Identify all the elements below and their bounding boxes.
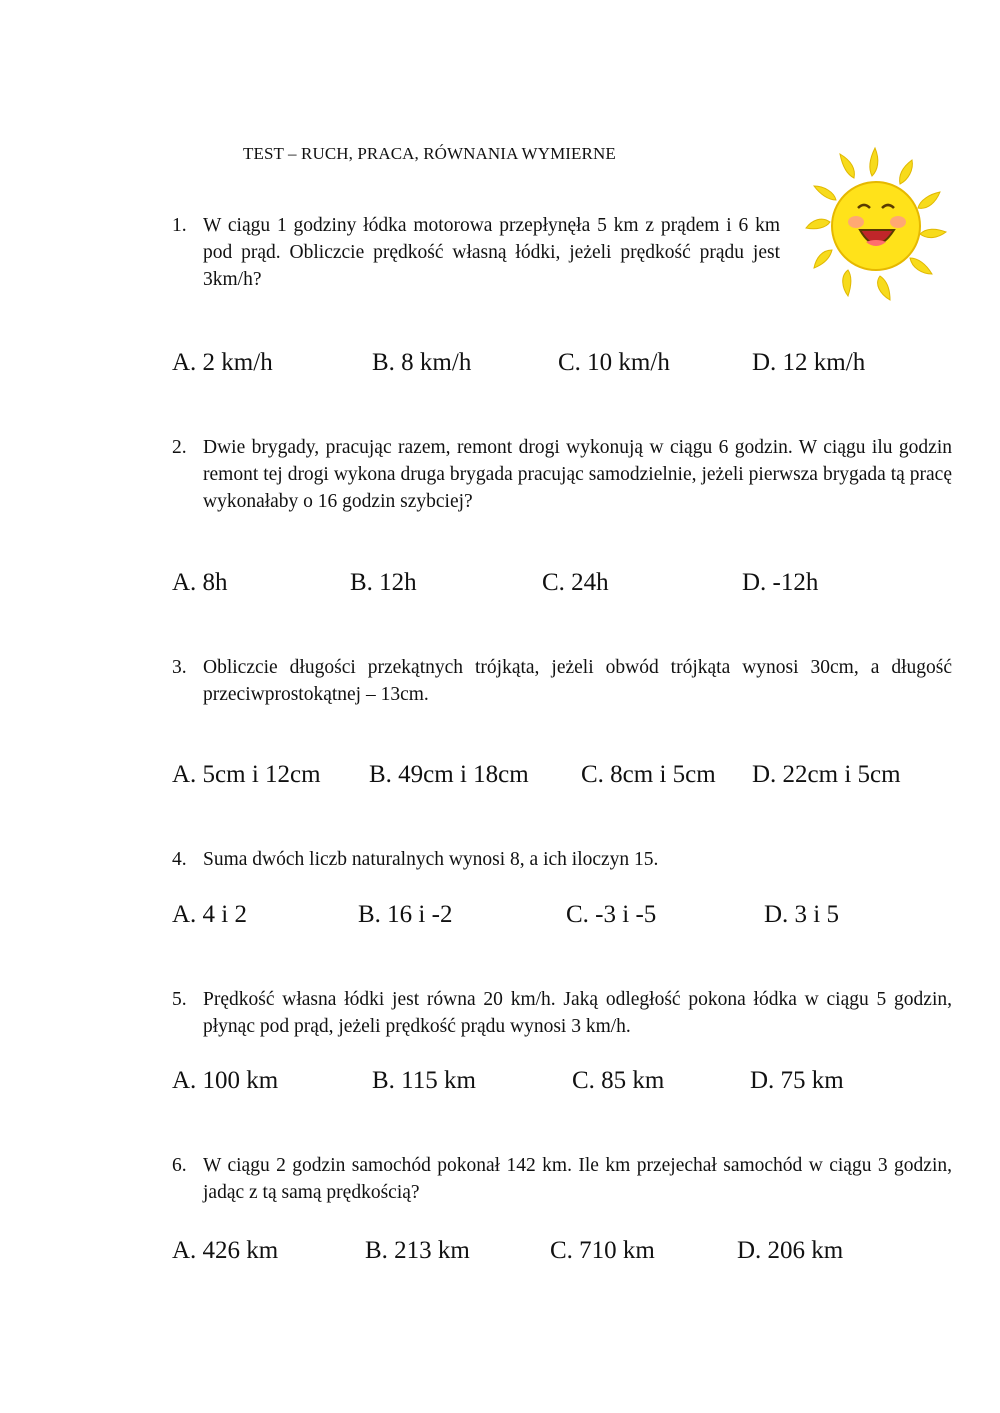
answer-d[interactable]: D. 75 km xyxy=(750,1067,844,1094)
question-1 xyxy=(172,212,780,293)
answer-c[interactable]: C. 10 km/h xyxy=(558,349,670,376)
answer-a[interactable]: A. 426 km xyxy=(172,1237,279,1264)
question-text: Suma dwóch liczb naturalnych wynosi 8, a ich iloczyn 15. xyxy=(203,849,659,870)
question-6 xyxy=(172,1152,952,1206)
question-5 xyxy=(172,986,952,1040)
question-text: Prędkość własna łódki jest równa 20 km/h. Jaką odległość pokona łódka w ciągu 5 godzin, płynąc pod prąd, jeżeli prędkość prądu wynosi 3 km/h. xyxy=(203,989,952,1037)
question-text: Dwie brygady, pracując razem, remont drogi wykonują w ciągu 6 godzin. W ciągu ilu godzin remont tej drogi wykona druga brygada pracując samodzielnie, jeżeli pierwsza brygada tą pracę wykonałaby o 16 godzin szybciej? xyxy=(203,437,952,512)
answer-d[interactable]: D. 206 km xyxy=(737,1237,844,1264)
answer-c[interactable]: C. 8cm i 5cm xyxy=(581,761,716,788)
question-2 xyxy=(172,434,952,515)
answer-d[interactable]: D. 22cm i 5cm xyxy=(752,761,901,788)
question-number: 6. xyxy=(172,1155,187,1176)
question-3 xyxy=(172,654,952,708)
question-number: 5. xyxy=(172,989,187,1010)
answer-c[interactable]: C. 24h xyxy=(542,569,609,596)
answer-d[interactable]: D. -12h xyxy=(742,569,819,596)
answer-d[interactable]: D. 12 km/h xyxy=(752,349,866,376)
answer-a[interactable]: A. 5cm i 12cm xyxy=(172,761,321,788)
answer-a[interactable]: A. 100 km xyxy=(172,1067,279,1094)
page-title: TEST – RUCH, PRACA, RÓWNANIA WYMIERNE xyxy=(243,144,616,163)
answer-a[interactable]: A. 4 i 2 xyxy=(172,901,247,928)
answer-c[interactable]: C. 85 km xyxy=(572,1067,665,1094)
question-number: 2. xyxy=(172,437,187,458)
answer-b[interactable]: B. 16 i -2 xyxy=(358,901,453,928)
question-text: Obliczcie długości przekątnych trójkąta, jeżeli obwód trójkąta wynosi 30cm, a długość przeciwprostokątnej – 13cm. xyxy=(203,657,952,705)
answer-b[interactable]: B. 12h xyxy=(350,569,417,596)
answer-b[interactable]: B. 115 km xyxy=(372,1067,476,1094)
answer-c[interactable]: C. 710 km xyxy=(550,1237,655,1264)
answer-a[interactable]: A. 2 km/h xyxy=(172,349,273,376)
answer-b[interactable]: B. 8 km/h xyxy=(372,349,472,376)
question-4 xyxy=(172,846,952,873)
smiling-sun-icon xyxy=(800,140,950,305)
answer-b[interactable]: B. 213 km xyxy=(365,1237,470,1264)
answer-c[interactable]: C. -3 i -5 xyxy=(566,901,657,928)
question-number: 4. xyxy=(172,849,187,870)
question-text: W ciągu 2 godzin samochód pokonał 142 km. Ile km przejechał samochód w ciągu 3 godzin, jadąc z tą samą prędkością? xyxy=(203,1155,952,1203)
question-number: 3. xyxy=(172,657,187,678)
question-text: W ciągu 1 godziny łódka motorowa przepłynęła 5 km z prądem i 6 km pod prąd. Obliczcie prędkość własną łódki, jeżeli prędkość prądu jest 3km/h? xyxy=(203,215,780,290)
answer-a[interactable]: A. 8h xyxy=(172,569,228,596)
question-number: 1. xyxy=(172,215,187,236)
answer-b[interactable]: B. 49cm i 18cm xyxy=(369,761,529,788)
answer-d[interactable]: D. 3 i 5 xyxy=(764,901,839,928)
